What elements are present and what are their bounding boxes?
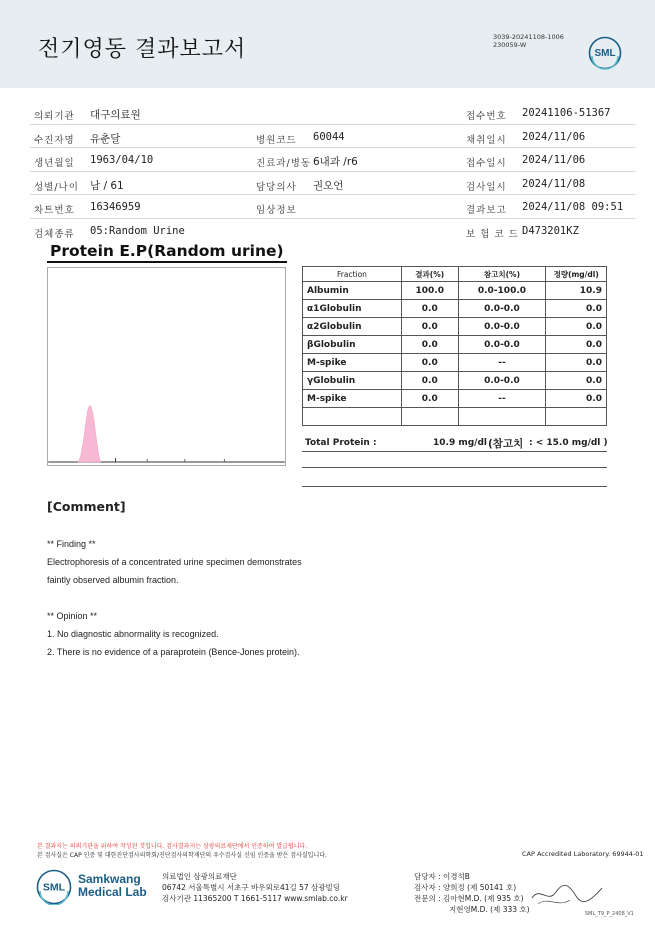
fraction-ref: -- [458, 390, 546, 408]
fraction-conc: 0.0 [546, 336, 607, 354]
fraction-name: γGlobulin [303, 372, 402, 390]
electrophoresis-chart [47, 267, 286, 466]
report-code-line1: 3039-20241108-1006 [493, 33, 564, 41]
sex-age-value: 남 / 61 [90, 179, 124, 192]
opinion-line: 2. There is no evidence of a paraprotein (Bence-Jones protein). [47, 647, 300, 657]
table-row [303, 354, 607, 372]
finding-line: faintly observed albumin fraction. [47, 575, 179, 585]
dept-label: 진료과/병동 [256, 158, 312, 169]
total-protein-label: Total Protein : [305, 438, 377, 448]
fraction-ref: 0.0-0.0 [458, 372, 546, 390]
fraction-ref: 0.0-0.0 [458, 318, 546, 336]
report-header [0, 0, 655, 88]
sml-logo [588, 36, 622, 70]
report-date-value: 2024/11/08 09:51 [522, 201, 624, 213]
clinical-label: 임상정보 [256, 205, 297, 216]
patient-label: 수진자명 [34, 134, 75, 146]
info-row [30, 219, 636, 243]
report-code-line2: 230059-W [493, 41, 527, 49]
total-protein-ref: : < 15.0 mg/dl ) [529, 438, 608, 448]
report-title: 전기영동 결과보고서 [38, 37, 247, 62]
sex-age-label: 성별/나이 [34, 181, 79, 193]
empty-cell [546, 408, 607, 426]
hospital-code-value: 60044 [313, 130, 345, 143]
collect-date-value: 2024/11/06 [522, 130, 586, 143]
finding-line: Electrophoresis of a concentrated urine specimen demonstrates [47, 557, 302, 567]
info-row [30, 172, 636, 196]
birth-label: 생년월일 [34, 158, 75, 169]
report-code [493, 33, 564, 49]
divider [302, 467, 607, 468]
table-row-empty [303, 408, 607, 426]
footer-red-note: 본 결과지는 의뢰기관을 위하여 작성된 것입니다. 검사결과지는 삼광의료재단에서 인증하여 발급됩니다. [37, 843, 308, 850]
info-row [30, 101, 636, 125]
fraction-conc: 0.0 [546, 372, 607, 390]
finding-heading: ** Finding ** [47, 539, 96, 549]
albumin-peak [78, 406, 101, 462]
staff-info [414, 871, 530, 915]
fraction-result: 0.0 [401, 372, 458, 390]
col-reference: 참고치(%) [458, 267, 546, 282]
fraction-name: M-spike [303, 390, 402, 408]
hospital-code-label: 병원코드 [256, 134, 297, 146]
fraction-name: Albumin [303, 282, 402, 300]
patient-value: 유춘달 [90, 132, 121, 145]
fraction-result: 0.0 [401, 354, 458, 372]
doctor-label: 담당의사 [256, 181, 297, 193]
sml-logo [36, 869, 72, 905]
fraction-name: α1Globulin [303, 300, 402, 318]
table-row [303, 390, 607, 408]
specimen-value: 05:Random Urine [90, 224, 185, 237]
fraction-result: 0.0 [401, 300, 458, 318]
table-row [303, 318, 607, 336]
footer-cert-note: 본 검사실은 CAP 인증 및 대한진단검사의학회/진단검사의학재단의 우수검사실 신임 인증을 받은 검사실입니다. [37, 852, 327, 859]
chart-no-value: 16346959 [90, 201, 141, 213]
info-row [30, 125, 636, 149]
signature [530, 878, 605, 913]
opinion-line: 1. No diagnostic abnormality is recognized. [47, 629, 219, 639]
insurance-label: 보 험 코 드 [466, 228, 519, 240]
fraction-ref: 0.0-0.0 [458, 300, 546, 318]
total-protein-value: 10.9 mg/dl [433, 438, 487, 448]
fraction-result: 100.0 [401, 282, 458, 300]
divider [302, 486, 607, 487]
sml-logo-text: SML [42, 881, 66, 894]
info-row [30, 148, 636, 172]
section-underline [47, 261, 287, 263]
fraction-result: 0.0 [401, 390, 458, 408]
fraction-conc: 10.9 [546, 282, 607, 300]
opinion-heading: ** Opinion ** [47, 611, 98, 621]
org-contact: 검사기관 11365200 T 1661-5117 www.smlab.co.kr [162, 894, 348, 903]
table-row [303, 300, 607, 318]
receipt-no-value: 20241106-51367 [522, 107, 611, 119]
col-concentration: 정량(mg/dl) [546, 267, 607, 282]
lab-name-line1: Samkwang [78, 872, 141, 886]
info-row [30, 195, 636, 219]
receipt-no-label: 접수번호 [466, 111, 507, 122]
fraction-conc: 0.0 [546, 390, 607, 408]
section-title: Protein E.P(Random urine) [50, 242, 284, 260]
table-header-row [303, 267, 607, 282]
fraction-name: βGlobulin [303, 336, 402, 354]
lab-name-line2: Medical Lab [78, 885, 147, 899]
total-protein-ref-label: (참고치 [488, 438, 524, 450]
dept-value: 6내과 /r6 [313, 156, 358, 168]
staff-specialist: 지현영M.D. (제 333 호) [449, 905, 530, 914]
insurance-value: D473201KZ [522, 224, 579, 237]
staff-manager: 담당자 : 이경석B [414, 872, 470, 881]
receive-date-value: 2024/11/06 [522, 154, 586, 166]
fraction-conc: 0.0 [546, 318, 607, 336]
document-id: SML_T9_P_2408_V1 [585, 911, 634, 917]
empty-cell [303, 408, 402, 426]
staff-specialist: 전문의 : 김아현M.D. (제 935 호) [414, 894, 524, 903]
sml-logo-text: SML [594, 48, 616, 59]
fraction-ref: 0.0-0.0 [458, 336, 546, 354]
test-date-label: 검사일시 [466, 181, 507, 193]
table-row [303, 282, 607, 300]
fraction-name: M-spike [303, 354, 402, 372]
table-row [303, 336, 607, 354]
specimen-label: 검체종류 [34, 228, 75, 240]
staff-tester: 검사자 : 양희정 (제 50141 호) [414, 883, 517, 892]
institution-label: 의뢰기관 [34, 111, 75, 122]
total-protein-row [302, 436, 607, 452]
fraction-table [302, 266, 607, 426]
fraction-result: 0.0 [401, 336, 458, 354]
test-date-value: 2024/11/08 [522, 177, 586, 190]
empty-cell [401, 408, 458, 426]
birth-value: 1963/04/10 [90, 154, 154, 166]
chart-no-label: 차트번호 [34, 205, 75, 216]
col-result: 결과(%) [401, 267, 458, 282]
cap-accreditation: CAP Accredited Laboratory. 69944-01 [522, 850, 644, 858]
fraction-ref: 0.0-100.0 [458, 282, 546, 300]
fraction-name: α2Globulin [303, 318, 402, 336]
lab-name [78, 873, 147, 899]
report-date-label: 결과보고 [466, 205, 507, 216]
receive-date-label: 접수일시 [466, 158, 507, 169]
fraction-result: 0.0 [401, 318, 458, 336]
collect-date-label: 채취일시 [466, 134, 507, 146]
org-name: 의료법인 삼광의료재단 [162, 872, 237, 881]
empty-cell [458, 408, 546, 426]
comment-title: [Comment] [47, 499, 126, 514]
fraction-ref: -- [458, 354, 546, 372]
org-info [162, 871, 348, 904]
patient-info [30, 101, 636, 242]
col-fraction: Fraction [303, 267, 402, 282]
doctor-value: 권오언 [313, 179, 344, 192]
table-row [303, 372, 607, 390]
org-address: 06742 서울특별시 서초구 바우뫼로41길 57 삼광빌딩 [162, 883, 341, 892]
institution-value: 대구의료원 [90, 109, 141, 121]
fraction-conc: 0.0 [546, 354, 607, 372]
fraction-conc: 0.0 [546, 300, 607, 318]
